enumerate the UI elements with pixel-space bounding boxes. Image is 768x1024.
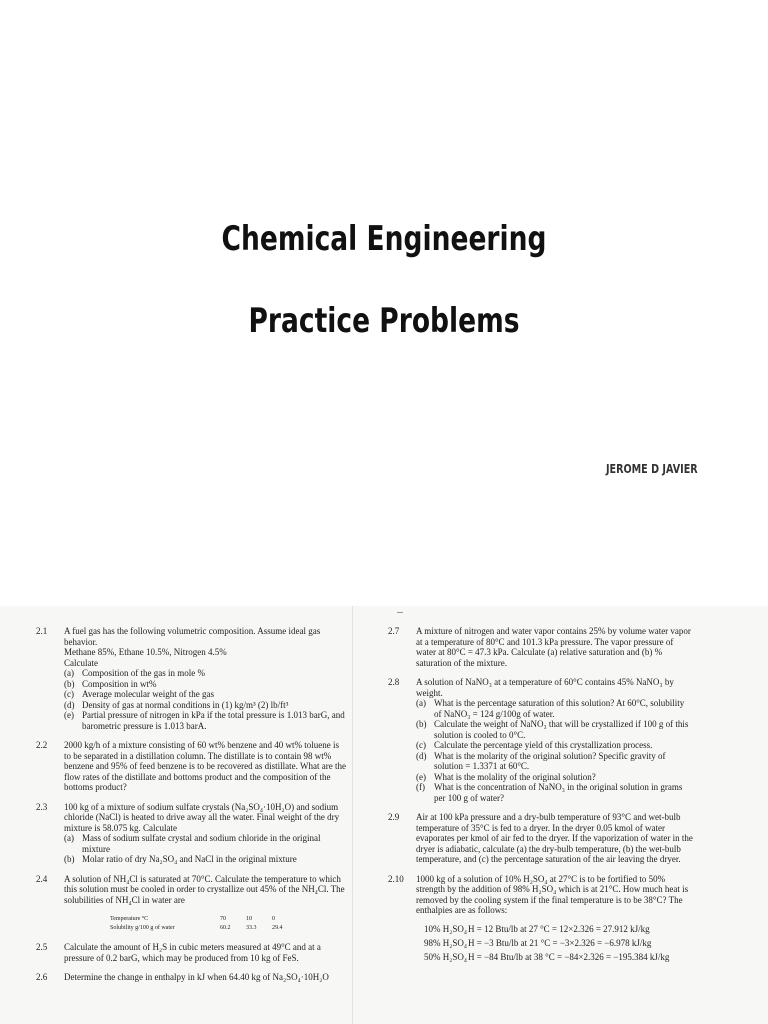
- subitem-text: Calculate the weight of NaNO₃ that will be crystallized if 100 g of this solution is cooled to 0°C.: [434, 719, 689, 740]
- table-row: [110, 915, 346, 924]
- problem-subitem: [64, 700, 346, 711]
- enthalpy-value: H = 12 Btu/lb at 27 °C = 12×2.326 = 27.912 kJ/kg: [468, 923, 650, 934]
- problem-number: 2.7: [388, 626, 400, 636]
- left-column: [36, 626, 346, 992]
- subitem-text: Composition in wt%: [82, 678, 157, 689]
- enthalpy-substance: 50% H₂SO₄: [424, 951, 468, 962]
- enthalpy-row: [424, 950, 693, 964]
- problem-subitem: [416, 772, 693, 783]
- problem-subitem: [416, 719, 693, 740]
- problem-text: A fuel gas has the following volumetric composition. Assume ideal gas behavior.: [64, 626, 321, 647]
- title-line-2: Practice Problems: [248, 301, 520, 341]
- problem-number: 2.4: [36, 873, 48, 884]
- subitem-label: (c): [64, 689, 74, 699]
- problem-block: [36, 740, 346, 793]
- table-row-header: Solubility g/100 g of water: [110, 925, 175, 931]
- problem-number: 2.6: [36, 972, 48, 982]
- problem-block: [388, 812, 693, 865]
- subitem-label: (f): [416, 782, 425, 792]
- problem-number: 2.10: [388, 873, 404, 884]
- problem-number: 2.9: [388, 812, 400, 822]
- table-cell: 33.3: [246, 925, 257, 931]
- subitem-text: Partial pressure of nitrogen in kPa if the total pressure is 1.013 barG, and barometric pressure is 1.013 barA.: [82, 710, 345, 731]
- enthalpy-value: H = −3 Btu/lb at 21 °C = −3×2.326 = −6.978 kJ/kg: [468, 937, 652, 948]
- problem-given: Methane 85%, Ethane 10.5%, Nitrogen 4.5%: [64, 647, 227, 657]
- subitem-label: (d): [64, 699, 75, 710]
- problem-subitem: [64, 710, 346, 731]
- subitem-text: Calculate the percentage yield of this crystallization process.: [434, 740, 653, 750]
- problem-text: Calculate the amount of H₂S in cubic meters measured at 49°C and at a pressure of 0.2 barG, which may be produced from 10 kg of FeS.: [64, 942, 321, 963]
- table-row: [110, 924, 346, 933]
- problem-subitem: [416, 740, 693, 751]
- subitem-label: (b): [64, 854, 75, 864]
- enthalpy-row: [424, 922, 693, 936]
- enthalpy-substance: 10% H₂SO₄: [424, 923, 468, 934]
- problem-block: [388, 626, 693, 668]
- subitem-label: (b): [416, 719, 427, 729]
- scan-mark: [397, 612, 403, 613]
- subitem-label: (d): [416, 750, 427, 761]
- problem-subitem: [64, 833, 346, 854]
- enthalpy-list: [424, 922, 693, 964]
- problem-subitem: [64, 689, 346, 700]
- table-row-header: Temperature °C: [110, 916, 149, 922]
- subitem-label: (c): [416, 740, 426, 750]
- problem-subitem: [64, 854, 346, 865]
- problem-subitem: [64, 668, 346, 679]
- problem-text: A mixture of nitrogen and water vapor contains 25% by volume water vapor at a temperature of 80°C and 101.3 kPa pressure. The vapor pressure of water at 80°C = 47.3 kPa. Calculate (a) relative saturation and (b) % saturation of the mixture.: [416, 626, 691, 668]
- subitem-label: (e): [64, 710, 74, 720]
- table-cell: 60.2: [220, 925, 231, 931]
- subitem-label: (a): [416, 698, 426, 708]
- subitem-text: What is the molality of the original solution?: [434, 771, 596, 782]
- problem-subitem: [416, 782, 693, 803]
- subitem-text: Mass of sodium sulfate crystal and sodium chloride in the original mixture: [82, 833, 321, 854]
- problem-text: Air at 100 kPa pressure and a dry-bulb temperature of 93°C and wet-bulb temperature of 35°C is fed to a dryer. In the dryer 0.05 kmol of water evaporates per kmol of air fed to the dryer. If the vaporization of water in the dryer is adiabatic, calculate (a) the dry-bulb temperature, (b) the wet-bulb temperature, and (c) the percentage saturation of the air leaving the dryer.: [416, 812, 693, 864]
- problem-text: 100 kg of a mixture of sodium sulfate crystals (Na₂SO₄·10H₂O) and sodium chloride (NaCl) is heated to drive away all the water. Final weight of the dry mixture is 58.075 kg. Calculate: [64, 801, 340, 833]
- problem-number: 2.1: [36, 626, 48, 636]
- subitem-text: Density of gas at normal conditions in (1) kg/m³ (2) lb/ft³: [82, 699, 289, 710]
- problem-subitem: [416, 751, 693, 772]
- subitem-label: (e): [416, 771, 426, 782]
- title-line-1: Chemical Engineering: [221, 219, 547, 259]
- right-column: [388, 626, 693, 973]
- problem-block: [36, 874, 346, 934]
- problem-text: 1000 kg of a solution of 10% H₂SO₄ at 27°C is to be fortified to 50% strength by the addition of 98% H₂SO₄ which is at 21°C. How much heat is removed by the cooling system if the final temperature is to be 38°C? The enthalpies are as follows:: [416, 873, 689, 915]
- cover-title: [84, 218, 683, 344]
- problem-number: 2.5: [36, 942, 48, 952]
- problem-text: A solution of NH₄Cl is saturated at 70°C. Calculate the temperature to which this solution must be cooled in order to crystallize out 45% of the NH₄Cl. The solubilities of NH₄Cl in water are: [64, 873, 345, 905]
- enthalpy-substance: 98% H₂SO₄: [424, 937, 468, 948]
- subitem-label: (b): [64, 678, 75, 689]
- problem-subitem: [64, 679, 346, 690]
- subitem-text: Composition of the gas in mole %: [82, 668, 205, 678]
- enthalpy-row: [424, 936, 693, 950]
- problem-text: A solution of NaNO₃ at a temperature of 60°C contains 45% NaNO₃ by weight.: [416, 677, 674, 698]
- problem-number: 2.3: [36, 801, 48, 812]
- problem-text: Determine the change in enthalpy in kJ when 64.40 kg of Na₂SO₄·10H₂O: [64, 972, 329, 982]
- problem-number: 2.8: [388, 677, 400, 687]
- enthalpy-value: H = −84 Btu/lb at 38 °C = −84×2.326 = −195.384 kJ/kg: [468, 951, 670, 962]
- table-cell: 0: [272, 916, 275, 922]
- problem-block: [36, 942, 346, 963]
- problem-subitem: [416, 698, 693, 719]
- problem-block: [388, 874, 693, 964]
- solubility-table: [110, 915, 346, 933]
- table-cell: 70: [220, 916, 226, 922]
- subitem-text: What is the concentration of NaNO₃ in the original solution in grams per 100 g of water?: [434, 782, 683, 803]
- table-cell: 29.4: [272, 925, 283, 931]
- subitem-text: What is the molarity of the original solution? Specific gravity of solution = 1.3371 at 60°C.: [434, 750, 666, 771]
- problem-block: [36, 802, 346, 865]
- problem-block: [388, 677, 693, 803]
- problem-text: 2000 kg/h of a mixture consisting of 60 wt% benzene and 40 wt% toluene is to be separated in a distillation column. The distillate is to contain 98 wt% benzene and 95% of feed benzene is to be recovered as distillate. What are the flow rates of the distillate and bottoms product and the composition of the bottoms product?: [64, 740, 346, 792]
- subitem-label: (a): [64, 833, 74, 843]
- subitem-label: (a): [64, 668, 74, 678]
- problem-instruction: Calculate: [64, 657, 98, 668]
- author-name: JEROME D JAVIER: [606, 462, 698, 476]
- problem-block: [36, 972, 346, 983]
- subitem-text: Average molecular weight of the gas: [82, 689, 215, 699]
- table-cell: 10: [246, 916, 252, 922]
- problem-block: [36, 626, 346, 731]
- page-fold: [352, 606, 353, 1024]
- problem-number: 2.2: [36, 740, 48, 750]
- subitem-text: Molar ratio of dry Na₂SO₄ and NaCl in the original mixture: [82, 854, 297, 864]
- subitem-text: What is the percentage saturation of this solution? At 60°C, solubility of NaNO₃ = 124 g/100g of water.: [434, 698, 685, 719]
